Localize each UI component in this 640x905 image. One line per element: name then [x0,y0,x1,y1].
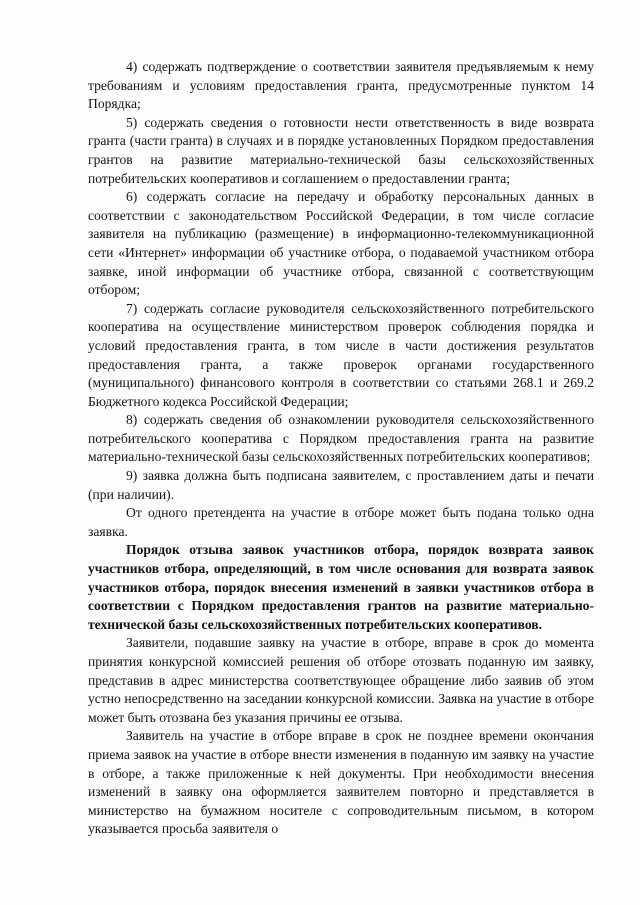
paragraph-item-9: 9) заявка должна быть подписана заявителем, с проставлением даты и печати (при наличии). [88,468,594,502]
paragraph-item-8: 8) содержать сведения об ознакомлении руководителя сельскохозяйственного потребительского кооператива с Порядком предоставления гранта на развитие материально-технической базы сельскохозяйственных потребительских кооперативов; [88,412,594,465]
document-body [88,58,594,839]
paragraph-amendments: Заявитель на участие в отборе вправе в срок не позднее времени окончания приема заявок на участие в отборе внести изменения в поданную им заявку на участие в отборе, а также приложенные к ней документы. При необходимости внесения изменений в заявку она оформляется заявителем повторно и представляется в министерство на бумажном носителе с сопроводительным письмом, в котором указывается просьба заявителя о [88,728,594,837]
paragraph-item-4: 4) содержать подтверждение о соответствии заявителя предъявляемым к нему требованиям и условиям предоставления гранта, предусмотренные пунктом 14 Порядка; [88,59,594,112]
paragraph-item-7: 7) содержать согласие руководителя сельскохозяйственного потребительского кооператива на осуществление министерством проверок соблюдения порядка и условий предоставления гранта, в том числе в части достижения результатов предоставления гранта, а также проверок органами государственного (муниципального) финансового контроля в соответствии со статьями 268.1 и 269.2 Бюджетного кодекса Российской Федерации; [88,300,594,409]
paragraph-item-6: 6) содержать согласие на передачу и обработку персональных данных в соответствии с законодательством Российской Федерации, в том числе согласие заявителя на публикацию (размещение) в информационно-телекоммуникационной сети «Интернет» информации об участнике отбора, о подаваемой участником отбора заявке, иной информации об участнике отбора, связанной с соответствующим отбором; [88,189,594,298]
paragraph-single-application: От одного претендента на участие в отборе может быть подана только одна заявка. [88,505,594,539]
paragraph-item-5: 5) содержать сведения о готовности нести ответственность в виде возврата гранта (части гранта) в случаях и в порядке установленных Порядком предоставления грантов на развитие материально-технической базы сельскохозяйственных потребительских кооперативов и соглашением о предоставлении гранта; [88,114,594,186]
paragraph-withdrawal: Заявители, подавшие заявку на участие в отборе, вправе в срок до момента принятия конкурсной комиссией решения об отборе отозвать поданную им заявку, представив в адрес министерства соответствующее обращение либо заявив об этом устно непосредственно на заседании конкурсной комиссии. Заявка на участие в отборе может быть отозвана без указания причины ее отзыва. [88,635,594,725]
section-heading-withdrawal-procedure: Порядок отзыва заявок участников отбора, порядок возврата заявок участников отбора, определяющий, в том числе основания для возврата заявок участников отбора, порядок внесения изменений в заявки участников отбора в соответствии с Порядком предоставления грантов на развитие материально-технической базы сельскохозяйственных потребительских кооперативов. [88,542,594,632]
